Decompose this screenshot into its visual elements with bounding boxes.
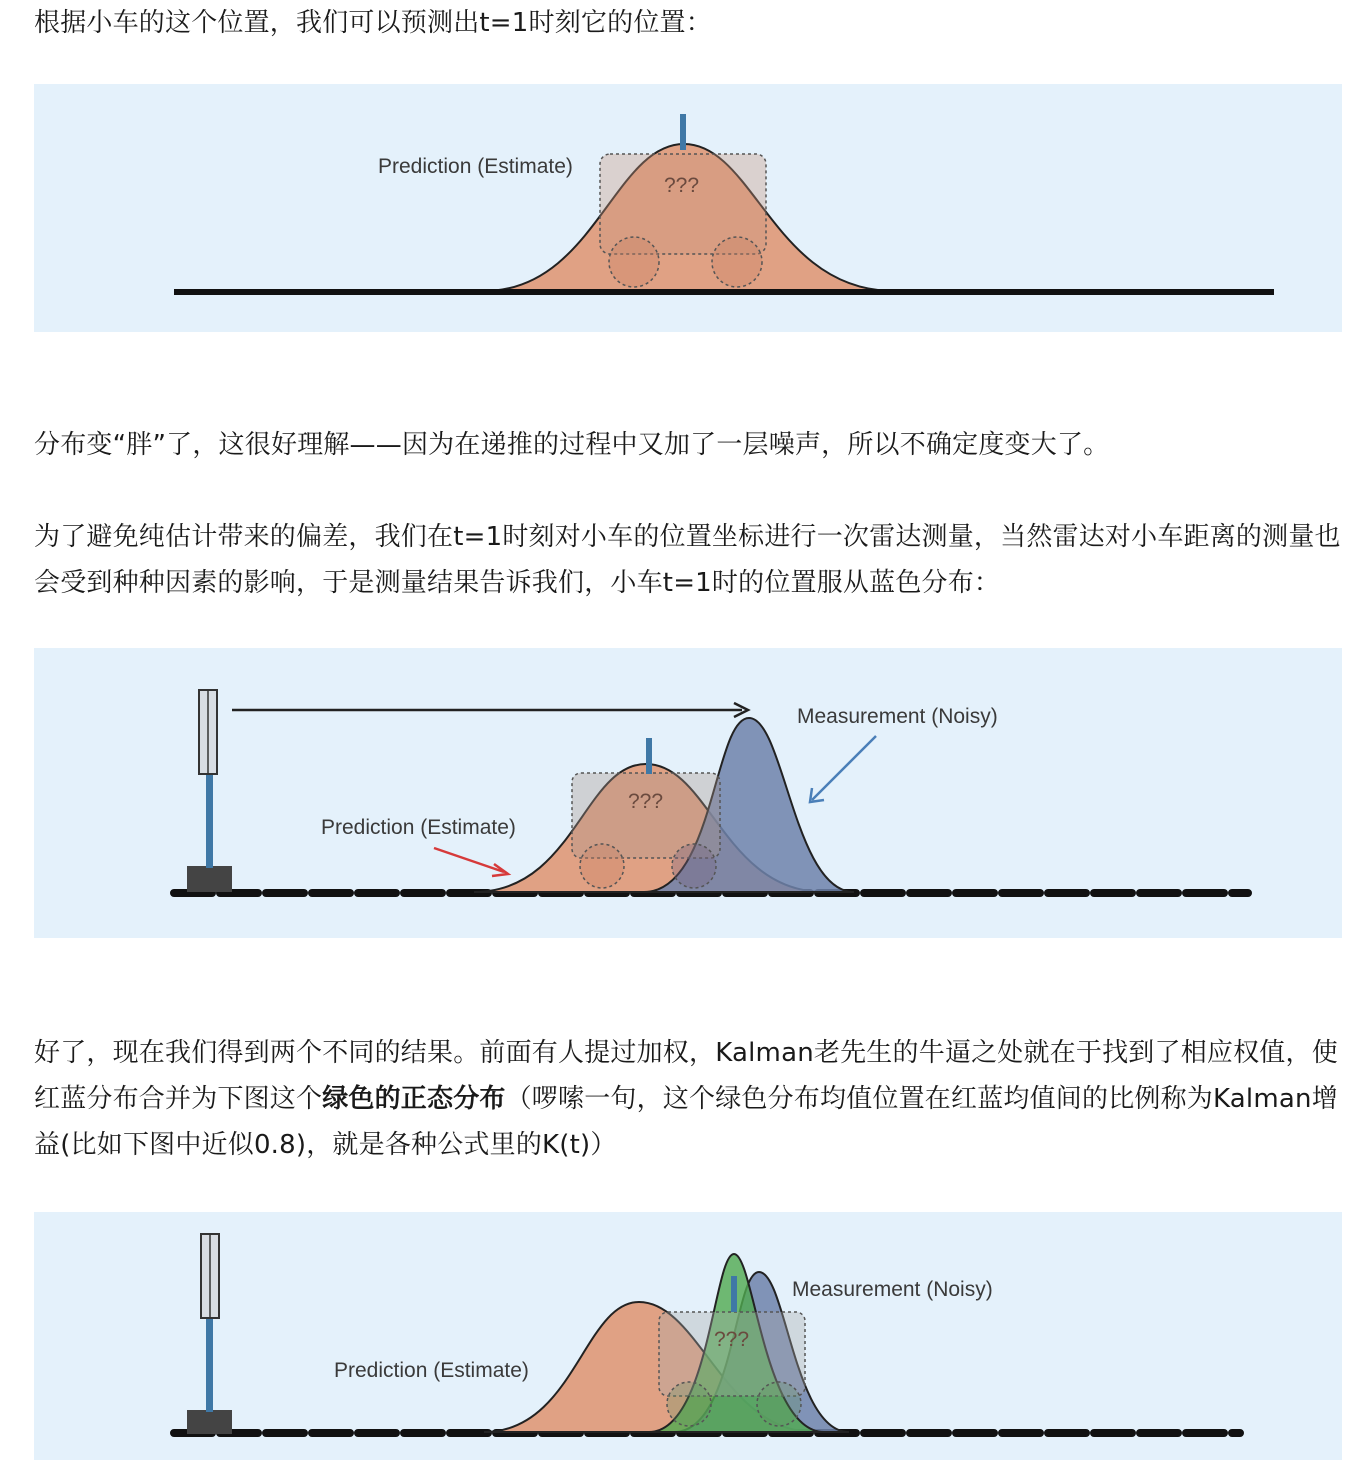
car-label: ??? <box>664 174 700 197</box>
car-marker <box>731 1276 737 1312</box>
paragraph-measurement: 为了避免纯估计带来的偏差，我们在t=1时刻对小车的位置坐标进行一次雷达测量，当然雷达对小车距离的测量也会受到种种因素的影响，于是测量结果告诉我们，小车t=1时的位置服从蓝色分布： <box>34 522 1341 598</box>
paragraph-explanation: 分布变“胖”了，这很好理解——因为在递推的过程中又加了一层噪声，所以不确定度变大了。 <box>34 430 1110 460</box>
prediction-arrow <box>434 848 504 872</box>
car-wheel-left <box>667 1382 711 1426</box>
car-wheel-right <box>672 844 716 888</box>
figure-measurement <box>34 648 1342 938</box>
car-wheel-right <box>712 237 762 287</box>
car-wheel-right <box>757 1382 801 1426</box>
fusion-text-a: 好了，现在我们得到两个不同的结果。前面有人提过加权，Kalman老先生的牛逼之处就在于找到了相应权值，使红蓝分布合并为下图这个 <box>34 1038 1338 1114</box>
fusion-text-bold: 绿色的正态分布 <box>322 1084 506 1114</box>
paragraph-fusion <box>34 1030 1344 1168</box>
car-marker <box>680 114 686 150</box>
prediction-diagram <box>34 84 1342 332</box>
prediction-label: Prediction (Estimate) <box>321 816 516 839</box>
car-label: ??? <box>714 1328 750 1351</box>
prediction-label: Prediction (Estimate) <box>334 1359 529 1382</box>
measurement-diagram <box>34 648 1342 938</box>
radar-base <box>187 866 232 892</box>
car-label: ??? <box>628 790 664 813</box>
car-wheel-left <box>580 844 624 888</box>
fusion-text-b: （啰嗦一句，这个绿色分布均值位置在红蓝均值间的比例称为Kalman增益(比如下图中近似0.8)，就是各种公式里的K(t)） <box>34 1084 1338 1160</box>
measurement-label: Measurement (Noisy) <box>792 1278 993 1301</box>
paragraph-intro: 根据小车的这个位置，我们可以预测出t=1时刻它的位置： <box>34 8 712 38</box>
figure-prediction <box>34 84 1342 332</box>
figure-fusion <box>34 1212 1342 1460</box>
prediction-label: Prediction (Estimate) <box>378 155 573 178</box>
car-wheel-left <box>609 237 659 287</box>
radar-base <box>187 1410 232 1434</box>
fusion-diagram <box>34 1212 1342 1460</box>
car-marker <box>646 738 652 774</box>
measurement-label: Measurement (Noisy) <box>797 705 998 728</box>
measurement-arrow <box>812 736 876 800</box>
radar-pole <box>206 1312 213 1412</box>
